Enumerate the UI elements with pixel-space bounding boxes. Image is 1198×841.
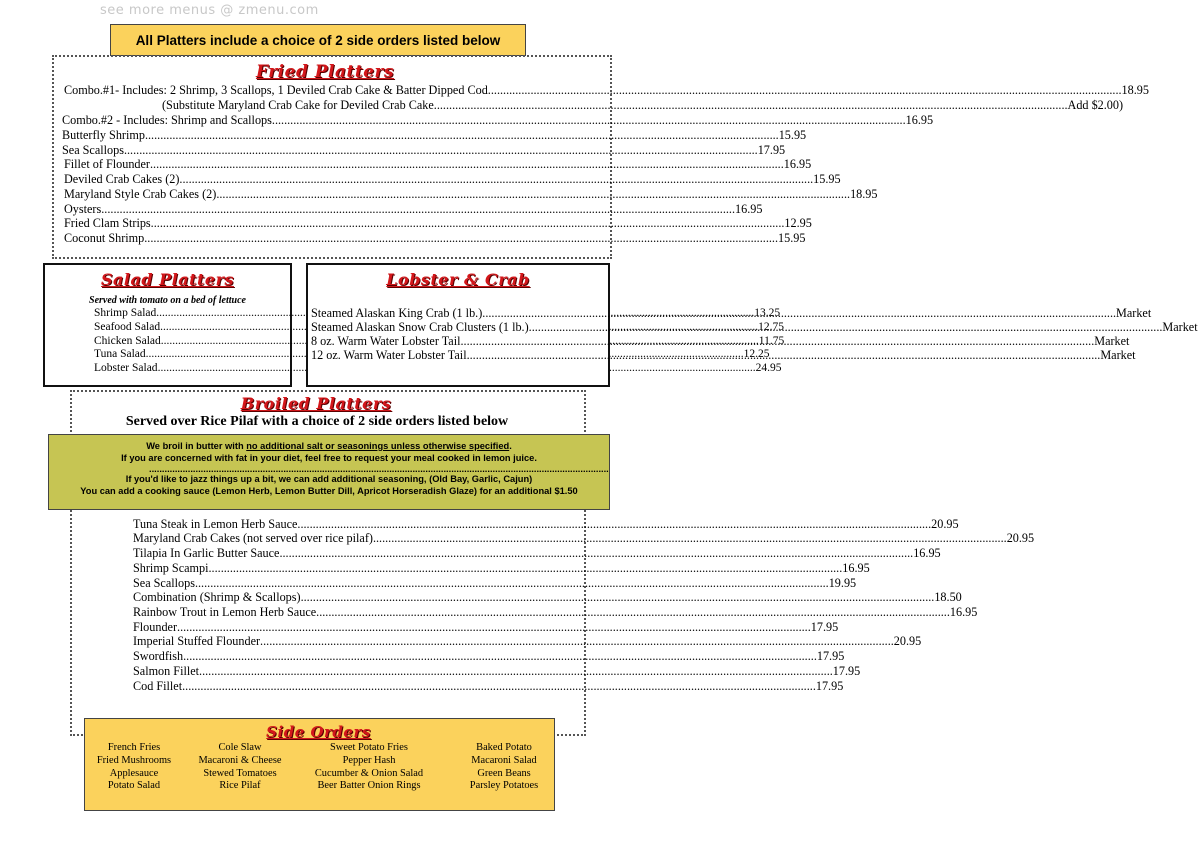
side-item: Cucumber & Onion Salad [314, 768, 424, 779]
lobster-item: 12 oz. Warm Water Lobster Tail ..... Market [311, 348, 601, 363]
broiled-note [48, 434, 610, 510]
salad-item: Seafood Salad ..... 12.75 [94, 321, 244, 333]
fried-combo1-row [64, 83, 1149, 98]
note-line-2: If you are concerned with fat in your diet, feel free to request your meal cooked in lemon juice. [121, 453, 537, 464]
side-item: Applesauce [109, 768, 159, 779]
item-name: Combo.#1- Includes: 2 Shrimp, 3 Scallops, 1 Deviled Crab Cake & Batter Dipped Cod [64, 83, 488, 97]
side-item: Macaroni Salad [471, 755, 537, 766]
broiled-item: Cod Fillet ..... 17.95 [133, 679, 503, 694]
side-item: Baked Potato [476, 742, 532, 753]
note-line-3: If you'd like to jazz things up a bit, we can add additional seasoning, (Old Bay, Garlic, Cajun) [125, 473, 533, 484]
lobster-crab-title: Lobster & Crab [386, 270, 530, 289]
fried-item: Butterfly Shrimp ..... 15.95 [62, 128, 592, 143]
broiled-item: Rainbow Trout in Lemon Herb Sauce ..... 16.95 [133, 605, 503, 620]
fried-item: Fried Clam Strips ..... 12.95 [64, 216, 592, 231]
note-line-1: We broil in butter with no additional salt or seasonings unless otherwise specified. [146, 441, 512, 451]
side-item: Stewed Tomatoes [203, 768, 277, 779]
side-item: Potato Salad [107, 780, 161, 791]
fried-item: Fillet of Flounder ..... 16.95 [64, 157, 592, 172]
fried-item: Deviled Crab Cakes (2) ..... 15.95 [64, 172, 592, 187]
broiled-subtitle: Served over Rice Pilaf with a choice of 2 side orders listed below [125, 414, 509, 429]
side-item: Fried Mushrooms [96, 755, 172, 766]
note-line-4: You can add a cooking sauce (Lemon Herb, Lemon Butter Dill, Apricot Horseradish Glaze) for an additional $1.50 [80, 486, 578, 497]
broiled-item: Salmon Fillet ..... 17.95 [133, 664, 503, 679]
broiled-item: Imperial Stuffed Flounder ..... 20.95 [133, 634, 503, 649]
fried-item: Combo.#2 - Includes: Shrimp and Scallops ..... 16.95 [62, 113, 589, 128]
fried-item: Sea Scallops ..... 17.95 [62, 143, 592, 158]
note-divider: .................................................................................................................................................................................. [149, 463, 609, 474]
salad-platters-title: Salad Platters [101, 270, 234, 289]
broiled-item: Flounder ..... 17.95 [133, 620, 503, 635]
broiled-item: Combination (Shrimp & Scallops) ..... 18.50 [133, 590, 503, 605]
lobster-item: Steamed Alaskan King Crab (1 lb.) ..... Market [311, 306, 601, 321]
broiled-item: Sea Scallops ..... 19.95 [133, 576, 503, 591]
broiled-item: Swordfish ..... 17.95 [133, 649, 503, 664]
fried-platters-title: Fried Platters [255, 62, 395, 82]
item-price: Add $2.00) [1067, 98, 1124, 112]
fried-item: Coconut Shrimp ..... 15.95 [64, 231, 592, 246]
lobster-item: 8 oz. Warm Water Lobster Tail ..... Market [311, 334, 601, 349]
lobster-item: Steamed Alaskan Snow Crab Clusters (1 lb.) ..... Market [311, 320, 601, 335]
broiled-item: Tuna Steak in Lemon Herb Sauce ..... 20.95 [133, 517, 503, 532]
side-orders-title: Side Orders [266, 723, 371, 741]
broiled-platters-title: Broiled Platters [240, 394, 392, 413]
item-name: (Substitute Maryland Crab Cake for Deviled Crab Cake [162, 98, 434, 112]
side-item: French Fries [107, 742, 161, 753]
side-item: Green Beans [477, 768, 531, 779]
watermark: see more menus @ zmenu.com [100, 3, 319, 18]
salad-item: Chicken Salad ..... 11.75 [94, 335, 244, 347]
salad-item: Shrimp Salad ..... 13.25 [94, 307, 244, 319]
fried-item: Oysters ..... 16.95 [64, 202, 592, 217]
fried-item: Maryland Style Crab Cakes (2) ..... 18.95 [64, 187, 592, 202]
salad-item: Lobster Salad ..... 24.95 [94, 362, 244, 374]
side-item: Sweet Potato Fries [330, 742, 408, 753]
side-item: Rice Pilaf [219, 780, 261, 791]
side-item: Pepper Hash [342, 755, 396, 766]
side-item: Cole Slaw [218, 742, 262, 753]
side-item: Macaroni & Cheese [198, 755, 282, 766]
salad-item: Tuna Salad ..... 12.25 [94, 348, 244, 360]
side-item: Parsley Potatoes [469, 780, 539, 791]
broiled-item: Tilapia In Garlic Butter Sauce ..... 16.95 [133, 546, 503, 561]
broiled-item: Shrimp Scampi ..... 16.95 [133, 561, 503, 576]
side-item: Beer Batter Onion Rings [317, 780, 421, 791]
salad-subtitle: Served with tomato on a bed of lettuce [89, 295, 246, 306]
broiled-item: Maryland Crab Cakes (not served over rice pilaf) ..... 20.95 [133, 531, 503, 546]
item-price: 18.95 [1121, 83, 1149, 97]
platters-banner: All Platters include a choice of 2 side orders listed below [110, 24, 526, 56]
fried-combo1-note [162, 98, 1124, 113]
